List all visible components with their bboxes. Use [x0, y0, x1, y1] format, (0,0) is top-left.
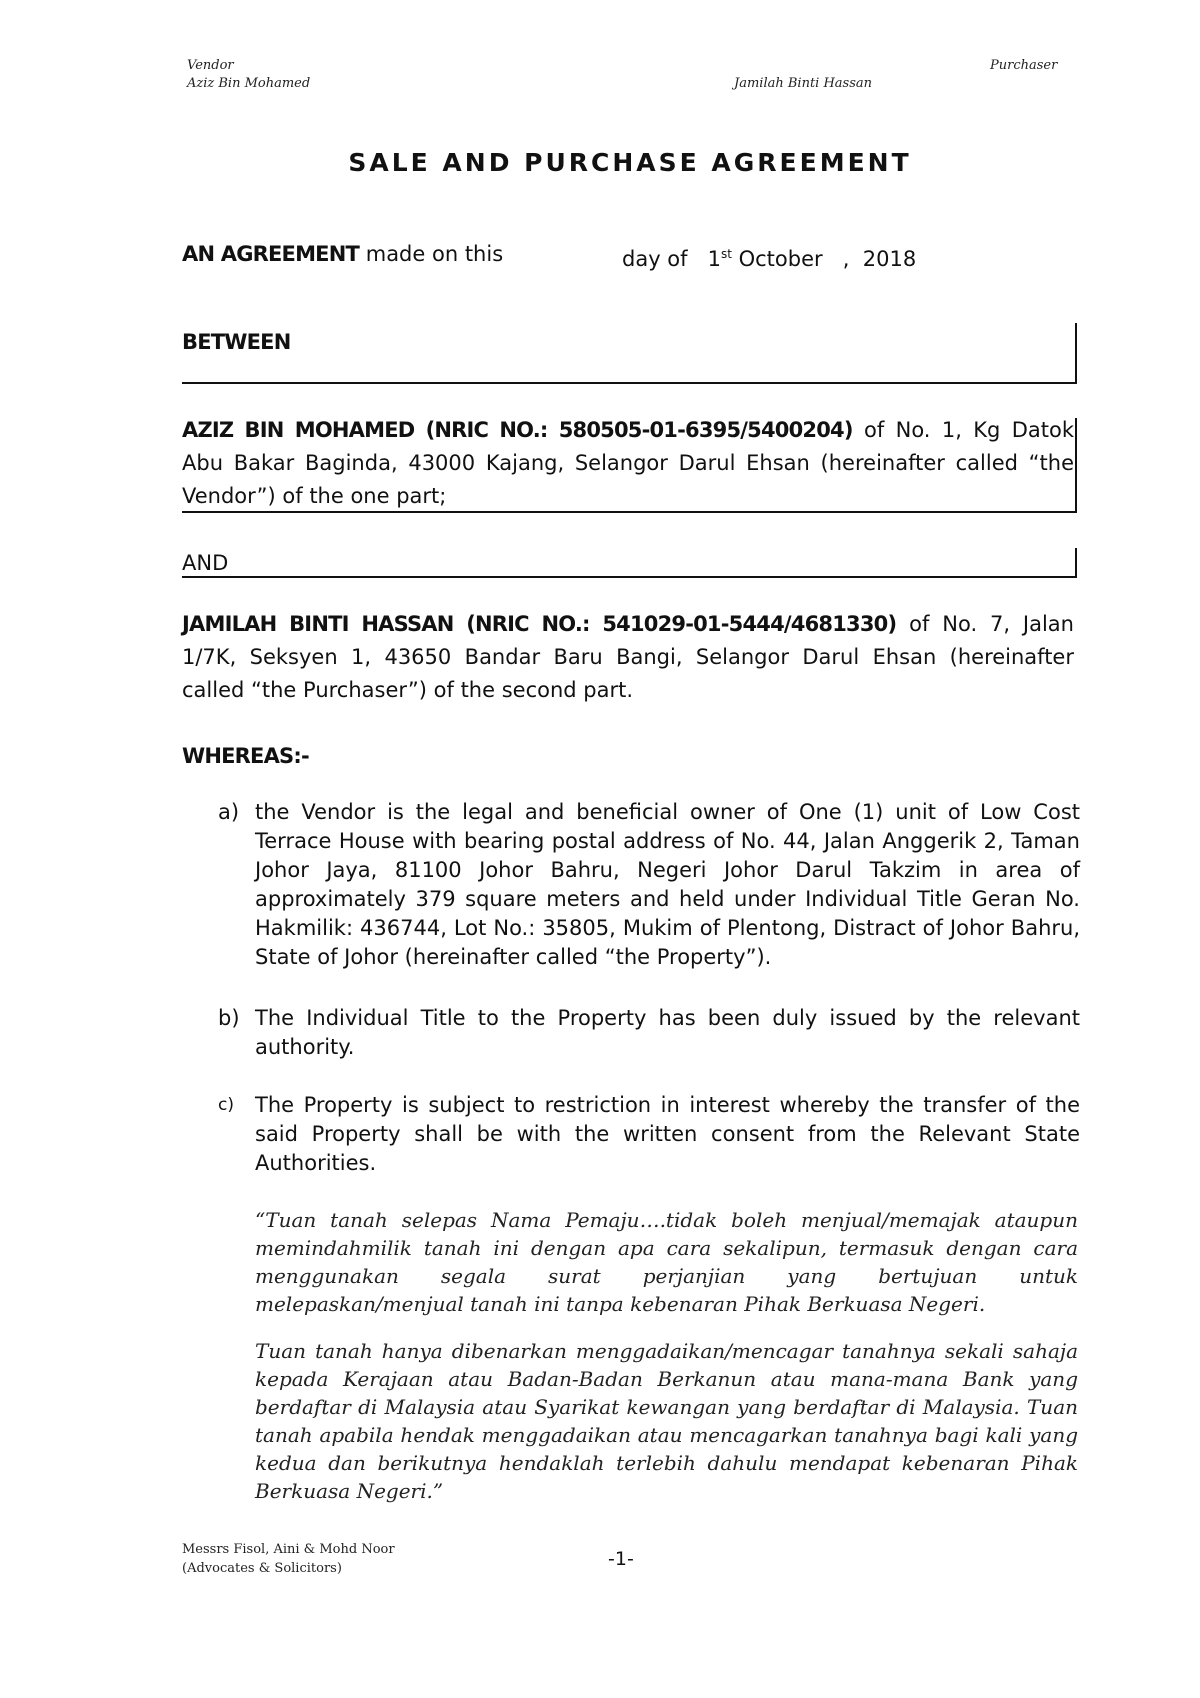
agreement-lead: AN AGREEMENT — [182, 242, 360, 266]
restriction-quote-1: “Tuan tanah selepas Nama Pemaju….tidak boleh menjual/memajak ataupun memindahmilik tanah ini dengan apa cara sekalipun, termasuk dengan cara menggunakan segala surat perjanjian yang bertujuan untuk melepaskan/menjual tanah ini tanpa kebenaran Pihak Berkuasa Negeri. — [255, 1208, 1078, 1316]
header-vendor-name: Aziz Bin Mohamed — [187, 76, 311, 91]
footer-firm-name: Messrs Fisol, Aini & Mohd Noor — [182, 1542, 395, 1557]
footer-firm — [182, 1540, 395, 1578]
recital-c-marker: c) — [218, 1095, 234, 1115]
recital-b-text: The Individual Title to the Property has been duly issued by the relevant authority. — [255, 1006, 1080, 1059]
and-box-right-border — [1075, 548, 1077, 578]
agreement-comma: , — [842, 247, 850, 271]
agreement-month: October — [738, 247, 823, 271]
header-vendor-label: Vendor — [187, 58, 234, 73]
recital-b-marker: b) — [218, 1006, 240, 1030]
restriction-quote-2: Tuan tanah hanya dibenarkan menggadaikan/mencagar tanahnya sekali sahaja kepada Kerajaan atau Badan-Badan Berkanun atau mana-mana Bank yang berdaftar di Malaysia atau Syarikat kewangan yang berdaftar di Malaysia. Tuan tanah apabila hendak menggadaikan atau mencagarkan tanahnya bagi kali yang kedua dan berikutnya hendaklah terlebih dahulu mendapat kebenaran Pihak Berkuasa Negeri.” — [255, 1339, 1078, 1503]
between-box-bottom-border — [182, 382, 1077, 384]
vendor-box-bottom-border — [182, 511, 1077, 513]
purchaser-name-nric: JAMILAH BINTI HASSAN (NRIC NO.: 541029-01-5444/4681330) — [182, 612, 897, 636]
header-purchaser-label: Purchaser — [990, 58, 1058, 73]
purchaser-address: of No. 7, Jalan 1/7K, Seksyen 1, 43650 Bandar Baru Bangi, Selangor Darul Ehsan (hereinafter called “the Purchaser”) of the second part. — [182, 612, 1074, 702]
between-label: BETWEEN — [182, 330, 291, 354]
whereas-label: WHEREAS:- — [182, 744, 309, 768]
footer-firm-subtitle: (Advocates & Solicitors) — [182, 1561, 342, 1576]
page-number: -1- — [608, 1548, 634, 1570]
vendor-party — [182, 414, 1074, 513]
recital-a-text: the Vendor is the legal and beneficial owner of One (1) unit of Low Cost Terrace House with bearing postal address of No. 44, Jalan Anggerik 2, Taman Johor Jaya, 81100 Johor Bahru, Negeri Johor Darul Takzim in area of approximately 379 square meters and held under Individual Title Geran No. Hakmilik: 436744, Lot No.: 35805, Mukim of Plentong, Distract of Johor Bahru, State of Johor (hereinafter called “the Property”). — [255, 800, 1080, 969]
agreement-year: 2018 — [862, 247, 917, 271]
recital-b — [218, 1004, 1080, 1062]
recital-c — [218, 1091, 1080, 1178]
vendor-box-right-border — [1075, 418, 1077, 512]
agreement-day-number: 1 — [707, 247, 721, 271]
agreement-day-of: day of — [622, 247, 688, 271]
recital-a-marker: a) — [218, 800, 240, 824]
purchaser-party — [182, 608, 1074, 707]
vendor-address: of No. 1, Kg Datok Abu Bakar Baginda, 43000 Kajang, Selangor Darul Ehsan (hereinafter called “the Vendor”) of the one part; — [182, 418, 1074, 508]
between-box-right-border — [1075, 323, 1077, 383]
agreement-date — [622, 238, 942, 276]
and-box-bottom-border — [182, 576, 1077, 578]
recital-c-text: The Property is subject to restriction in interest whereby the transfer of the said Property shall be with the written consent from the Relevant State Authorities. — [255, 1093, 1080, 1175]
recital-a — [218, 798, 1080, 972]
header-purchaser-name: Jamilah Binti Hassan — [734, 76, 873, 91]
agreement-day-suffix: st — [720, 247, 732, 261]
vendor-name-nric: AZIZ BIN MOHAMED (NRIC NO.: 580505-01-6395/5400204) — [182, 418, 853, 442]
agreement-made-on: made on this — [365, 242, 504, 266]
document-title: SALE AND PURCHASE AGREEMENT — [348, 148, 912, 177]
and-label: AND — [182, 551, 229, 575]
